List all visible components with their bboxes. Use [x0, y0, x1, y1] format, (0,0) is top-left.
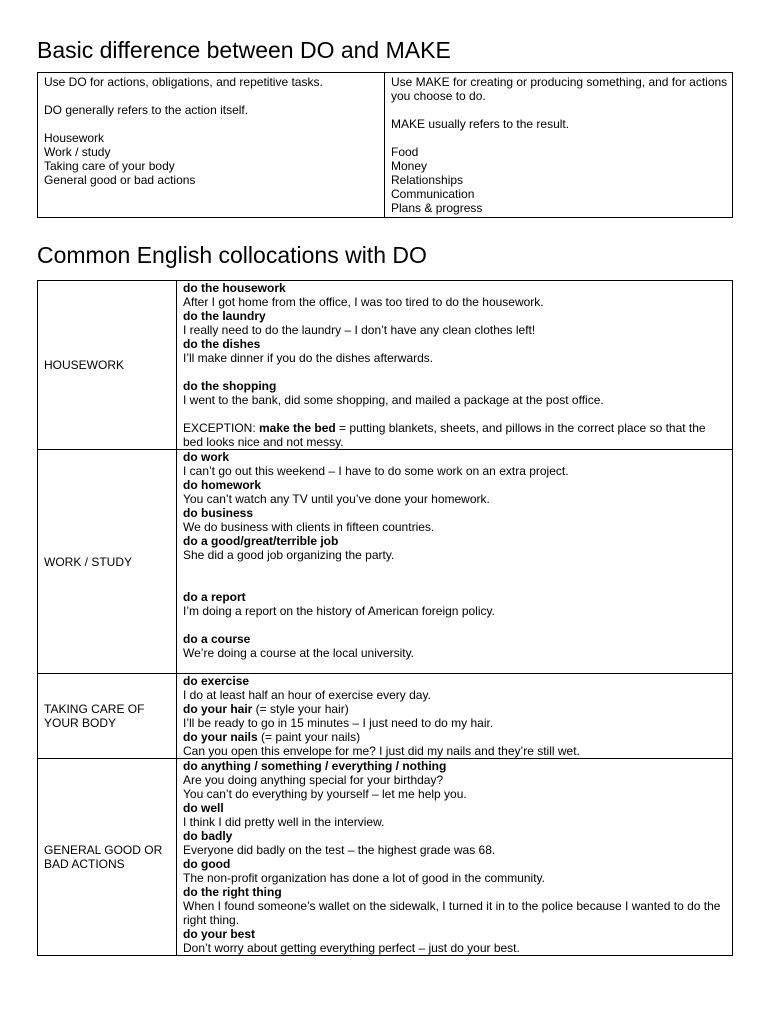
example-sentence: I think I did pretty well in the interview. [183, 815, 385, 829]
exception-definition: = putting blankets, sheets, and pillows in the correct place so that the bed looks nice and not messy. [183, 421, 706, 449]
do-intro-text: Use DO for actions, obligations, and repetitive tasks. [44, 75, 323, 89]
example-sentence: You can’t watch any TV until you’ve done your homework. [183, 492, 490, 506]
collocation: do the housework [183, 281, 286, 295]
make-list-item: Communication [391, 187, 475, 201]
examples-cell [177, 674, 733, 759]
table-row-housework [38, 281, 733, 450]
example-sentence: Are you doing anything special for your birthday? [183, 773, 444, 787]
do-list-item: General good or bad actions [44, 173, 196, 187]
example-sentence: I went to the bank, did some shopping, and mailed a package at the post office. [183, 393, 604, 407]
example-sentence: I really need to do the laundry – I don’t have any clean clothes left! [183, 323, 536, 337]
collocation: do well [183, 801, 224, 815]
collocation: do good [183, 857, 231, 871]
example-sentence: We’re doing a course at the local university. [183, 646, 415, 660]
collocation-note: (= paint your nails) [257, 730, 361, 744]
category-label: TAKING CARE OF YOUR BODY [38, 674, 177, 759]
collocation: do your best [183, 927, 256, 941]
collocation: do your nails [183, 730, 258, 744]
collocation: do a report [183, 590, 246, 604]
make-list-item: Money [391, 159, 428, 173]
do-list-item: Work / study [44, 145, 111, 159]
example-sentence: Everyone did badly on the test – the highest grade was 68. [183, 843, 496, 857]
examples-cell [177, 281, 733, 450]
example-sentence: You can’t do everything by yourself – let me help you. [183, 787, 467, 801]
table-row-body-care [38, 674, 733, 759]
category-label: GENERAL GOOD OR BAD ACTIONS [38, 759, 177, 956]
section-title-do-vs-make: Basic difference between DO and MAKE [37, 37, 451, 63]
collocation: do exercise [183, 674, 250, 688]
category-label: HOUSEWORK [38, 281, 177, 450]
exception-prefix: EXCEPTION: [183, 421, 260, 435]
category-label: WORK / STUDY [38, 450, 177, 674]
collocation: do a good/great/terrible job [183, 534, 339, 548]
do-make-comparison-table [37, 72, 733, 218]
example-sentence: I do at least half an hour of exercise every day. [183, 688, 431, 702]
example-sentence: I can’t go out this weekend – I have to do some work on an extra project. [183, 464, 569, 478]
example-sentence: When I found someone’s wallet on the sidewalk, I turned it in to the police because I wanted to do the right thing. [183, 899, 721, 927]
example-sentence: The non-profit organization has done a lot of good in the community. [183, 871, 545, 885]
do-list-item: Taking care of your body [44, 159, 175, 173]
make-list-item: Plans & progress [391, 201, 483, 215]
collocation: do a course [183, 632, 251, 646]
collocation: do the laundry [183, 309, 266, 323]
make-list-item: Relationships [391, 173, 464, 187]
example-sentence: She did a good job organizing the party. [183, 548, 395, 562]
do-refers-text: DO generally refers to the action itself. [44, 103, 249, 117]
collocation: do homework [183, 478, 262, 492]
do-collocations-table [37, 280, 733, 956]
examples-cell [177, 450, 733, 674]
make-column-cell [385, 73, 733, 218]
exception-collocation: make the bed [259, 421, 336, 435]
exception-note [183, 421, 726, 449]
example-sentence: I’ll make dinner if you do the dishes afterwards. [183, 351, 434, 365]
make-list-item: Food [391, 145, 419, 159]
make-refers-text: MAKE usually refers to the result. [391, 117, 570, 131]
example-sentence: Can you open this envelope for me? I just did my nails and they’re still wet. [183, 744, 580, 758]
collocation-note: (= style your hair) [252, 702, 349, 716]
example-sentence: I’ll be ready to go in 15 minutes – I just need to do my hair. [183, 716, 494, 730]
collocation: do business [183, 506, 254, 520]
collocation: do badly [183, 829, 233, 843]
section-title-do-collocations: Common English collocations with DO [37, 242, 427, 268]
collocation: do the right thing [183, 885, 282, 899]
example-sentence: After I got home from the office, I was too tired to do the housework. [183, 295, 544, 309]
collocation: do anything / something / everything / nothing [183, 759, 447, 773]
table-row-general-actions [38, 759, 733, 956]
example-sentence: I’m doing a report on the history of American foreign policy. [183, 604, 495, 618]
do-list-item: Housework [44, 131, 105, 145]
collocation: do the dishes [183, 337, 261, 351]
make-intro-text: Use MAKE for creating or producing something, and for actions you choose to do. [391, 75, 731, 103]
collocation: do work [183, 450, 230, 464]
table-row-work-study [38, 450, 733, 674]
examples-cell [177, 759, 733, 956]
collocation: do the shopping [183, 379, 277, 393]
collocation: do your hair [183, 702, 253, 716]
example-sentence: Don’t worry about getting everything perfect – just do your best. [183, 941, 520, 955]
example-sentence: We do business with clients in fifteen countries. [183, 520, 435, 534]
do-column-cell [38, 73, 385, 218]
